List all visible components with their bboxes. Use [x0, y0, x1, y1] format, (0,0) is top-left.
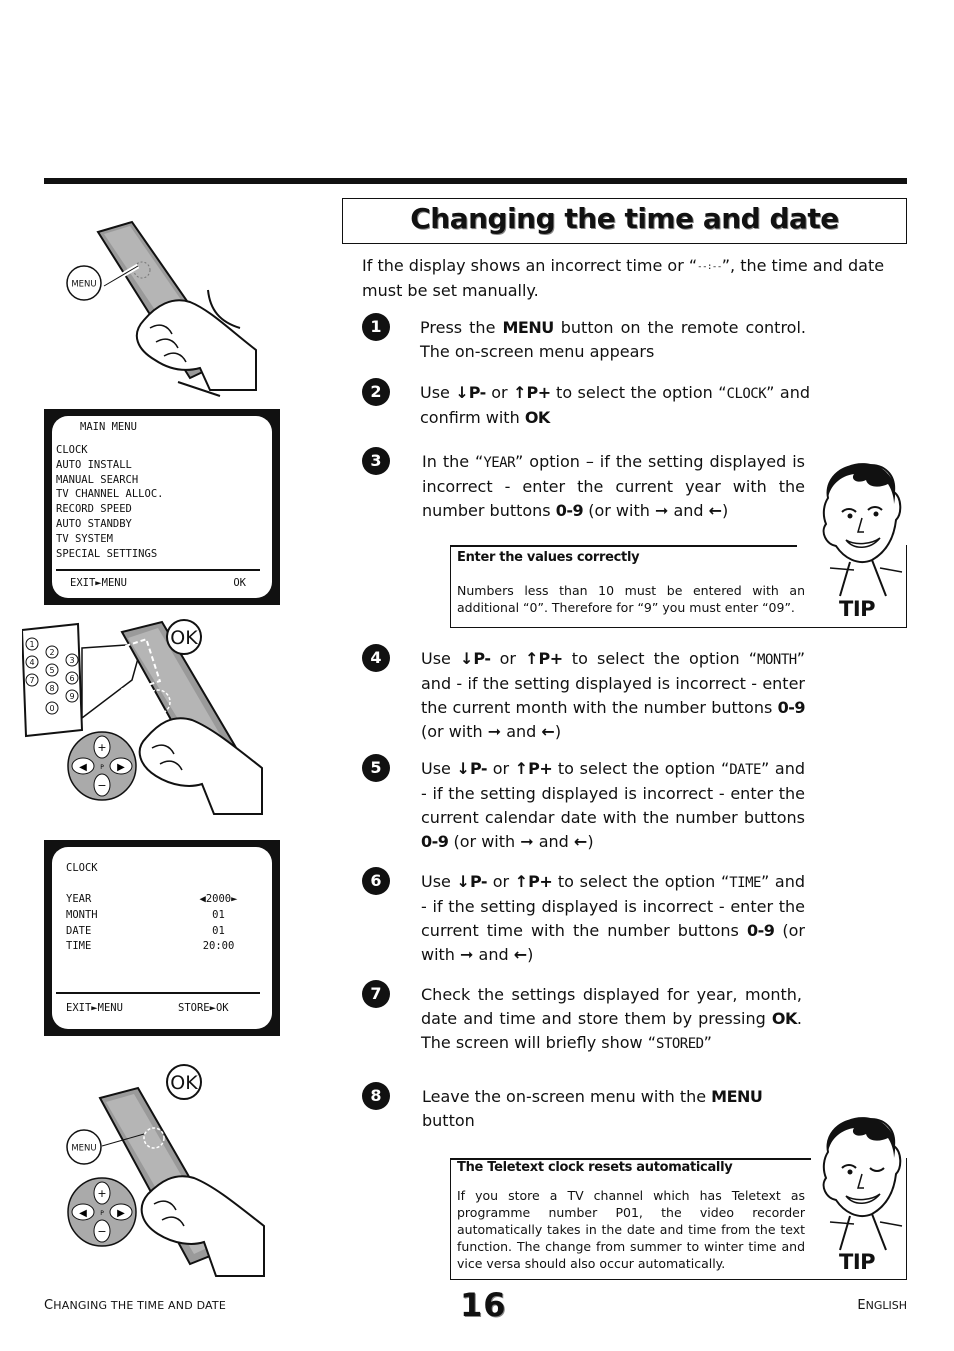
remote-keypad-illustration — [22, 618, 272, 828]
arrow-right-icon: ► — [231, 893, 238, 905]
keypad-icon — [22, 624, 82, 736]
svg-text:3: 3 — [69, 656, 75, 665]
step-number: 4 — [362, 644, 390, 672]
arrow-right-icon: ➞ — [487, 722, 502, 741]
main-menu-exit-target: MENU — [101, 577, 127, 589]
clock-row — [66, 924, 246, 939]
main-menu-footer — [70, 576, 260, 591]
tip-box — [450, 1158, 907, 1280]
arrow-left-icon: ← — [541, 722, 555, 741]
step-number: 6 — [362, 867, 390, 895]
arrow-left-icon: ← — [513, 945, 528, 964]
main-menu-item: AUTO INSTALL — [56, 458, 132, 471]
arrow-left-icon: ← — [708, 501, 723, 520]
svg-text:8: 8 — [49, 684, 55, 693]
main-menu-title: MAIN MENU — [80, 421, 137, 433]
clock-row — [66, 892, 246, 907]
svg-text:P: P — [100, 1210, 104, 1217]
remote-menu-illustration — [60, 210, 260, 400]
tip-label: TIP — [839, 1250, 876, 1274]
main-menu-item: MANUAL SEARCH — [56, 473, 139, 486]
arrow-right-icon: ► — [95, 577, 102, 589]
main-menu-screen — [44, 409, 280, 605]
svg-text:9: 9 — [69, 692, 75, 701]
arrow-down-icon: ↓ — [456, 872, 470, 891]
svg-text:5: 5 — [49, 666, 55, 675]
step-text: Check the settings displayed for year, month, date and time and store them by pressing OK. The screen will briefly show “STORED” — [421, 985, 802, 1052]
step-text: In the “YEAR” option – if the setting displayed is incorrect - enter the current year with the number buttons 0-9 (or with ➞ and ←) — [422, 452, 806, 520]
arrow-right-icon: ► — [209, 1002, 216, 1014]
svg-text:7: 7 — [29, 676, 35, 685]
clock-row-label: YEAR — [66, 893, 92, 905]
svg-text:−: − — [97, 779, 107, 792]
arrow-up-icon: ↑ — [514, 759, 529, 778]
main-menu-item: RECORD SPEED — [56, 503, 132, 516]
svg-text:+: + — [97, 741, 107, 754]
main-menu-item: SPECIAL SETTINGS — [56, 547, 158, 560]
remote-ok-illustration — [60, 1062, 270, 1284]
clock-screen-inner — [52, 847, 272, 1029]
ok-badge-text: OK — [170, 627, 198, 649]
main-menu-divider — [56, 569, 260, 571]
main-menu-item: AUTO STANDBY — [56, 517, 132, 530]
menu-key-label: MENU — [502, 318, 554, 337]
clock-row — [66, 939, 246, 954]
arrow-up-icon: ↑ — [513, 383, 527, 402]
arrow-left-icon: ← — [573, 832, 588, 851]
tip-body: If you store a TV channel which has Teletext as programme number P01, the video recorder automatically takes in the date and time from the text function. The change from summer to winter time and vice versa should also occur automatically. — [457, 1188, 805, 1271]
svg-text:4: 4 — [29, 658, 35, 667]
clock-row-value: 01 — [212, 909, 225, 921]
clock-screen-title: CLOCK — [66, 862, 98, 874]
clock-row-label: MONTH — [66, 909, 98, 921]
step-text: Use ↓P- or ↑P+ to select the option “CLOCK” and confirm with OK — [420, 383, 810, 427]
step-text: Use ↓P- or ↑P+ to select the option “MONTH” and - if the setting displayed is incorrect - enter the current month with the number buttons 0-9 (or with ➞ and ←) — [421, 649, 805, 741]
main-menu-screen-inner — [52, 416, 272, 598]
arrow-left-icon: ◀ — [199, 893, 206, 905]
main-menu-exit-label: EXIT — [70, 577, 96, 589]
clock-row-label: DATE — [66, 925, 92, 937]
main-menu-item: TV SYSTEM — [56, 532, 113, 545]
clock-row-value: 20:00 — [202, 940, 235, 952]
footer-language: ENGLISH — [857, 1298, 907, 1313]
svg-text:2: 2 — [49, 648, 55, 657]
step-text: Leave the on-screen menu with the MENU button — [422, 1087, 763, 1130]
step-number: 7 — [362, 980, 390, 1008]
svg-text:◀: ◀ — [79, 762, 87, 773]
tip-label: TIP — [839, 597, 876, 621]
intro-paragraph: If the display shows an incorrect time or “--:--”, the time and date must be set manually. — [362, 256, 885, 300]
clock-screen — [44, 840, 280, 1036]
clock-row-label: TIME — [66, 940, 92, 952]
page-title-box — [342, 198, 907, 244]
tip-box — [450, 545, 907, 628]
main-menu-item: CLOCK — [56, 444, 88, 456]
clock-row-value: 01 — [212, 925, 225, 937]
tip-heading: The Teletext clock resets automatically — [457, 1160, 733, 1175]
direction-pad-icon — [68, 732, 136, 800]
svg-text:6: 6 — [69, 674, 75, 683]
svg-text:P: P — [100, 764, 104, 771]
svg-text:MENU: MENU — [71, 1143, 97, 1154]
clock-row — [66, 908, 246, 923]
step-number: 1 — [362, 313, 390, 341]
arrow-up-icon: ↑ — [514, 872, 529, 891]
intro-code: --:-- — [697, 262, 722, 272]
arrow-right-icon: ➞ — [460, 945, 474, 964]
step-text: Use ↓P- or ↑P+ to select the option “DATE” and - if the setting displayed is incorrect - enter the current calendar date with the number buttons 0-9 (or with ➞ and ←) — [421, 759, 806, 851]
arrow-right-icon: ➞ — [654, 501, 669, 520]
main-menu-item: TV CHANNEL ALLOC. — [56, 488, 164, 501]
footer-section-title: CHANGING THE TIME AND DATE — [44, 1298, 226, 1313]
main-menu-ok-label: OK — [233, 577, 246, 589]
clock-screen-footer: EXIT►MENU STORE►OK — [66, 1002, 229, 1014]
tip-heading: Enter the values correctly — [457, 550, 640, 565]
arrow-right-icon: ➞ — [520, 832, 534, 851]
svg-text:−: − — [97, 1225, 107, 1238]
clock-row-value: ◀2000► — [199, 893, 238, 905]
step-text: Press the MENU button on the remote control. The on-screen menu appears — [420, 318, 807, 361]
arrow-right-icon: ► — [91, 1002, 98, 1014]
step-number: 2 — [362, 378, 390, 406]
menu-badge-text: MENU — [71, 279, 97, 290]
arrow-down-icon: ↓ — [456, 759, 470, 778]
svg-text:OK: OK — [170, 1072, 198, 1094]
step-number: 3 — [362, 447, 390, 475]
page-title: Changing the time and date — [410, 202, 839, 235]
tip-box-top-rule — [451, 545, 797, 547]
svg-text:1: 1 — [29, 640, 35, 649]
direction-pad-icon — [68, 1178, 136, 1246]
svg-text:◀: ◀ — [79, 1208, 87, 1219]
step-number: 8 — [362, 1082, 390, 1110]
main-menu-list — [56, 443, 163, 561]
page-number: 16 — [460, 1286, 507, 1324]
svg-text:+: + — [97, 1187, 107, 1200]
tip-body: Numbers less than 10 must be entered with an additional “0”. Therefore for “9” you must enter “09”. — [457, 583, 805, 615]
step-number: 5 — [362, 754, 390, 782]
svg-text:▶: ▶ — [117, 1208, 125, 1219]
arrow-up-icon: ↑ — [525, 649, 539, 668]
svg-text:0: 0 — [49, 704, 55, 713]
arrow-down-icon: ↓ — [460, 649, 474, 668]
step-text: Use ↓P- or ↑P+ to select the option “TIME” and - if the setting displayed is incorrect - enter the current time with the number buttons 0-9 (or with ➞ and ←) — [421, 872, 806, 964]
arrow-down-icon: ↓ — [455, 383, 469, 402]
svg-text:▶: ▶ — [117, 762, 125, 773]
top-rule — [44, 178, 907, 184]
clock-screen-divider — [56, 992, 260, 994]
